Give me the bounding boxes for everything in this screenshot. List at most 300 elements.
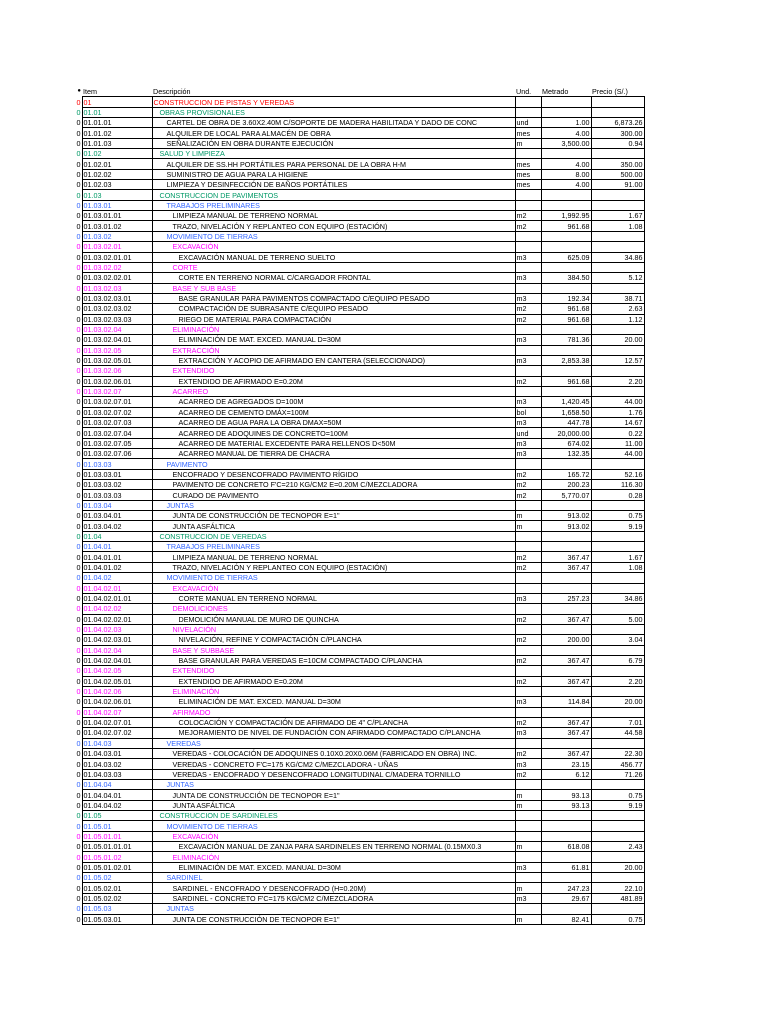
item-precio: 6,873.26 bbox=[591, 118, 644, 128]
item-description: SARDINEL - ENCOFRADO Y DESENCOFRADO (H=0.20M) bbox=[152, 883, 515, 893]
item-metrado bbox=[541, 831, 591, 841]
item-code: 01.05 bbox=[82, 811, 152, 821]
item-metrado: 20,000.00 bbox=[541, 428, 591, 438]
item-metrado bbox=[541, 686, 591, 696]
item-precio bbox=[591, 386, 644, 396]
item-precio: 0.75 bbox=[591, 511, 644, 521]
item-unit bbox=[515, 324, 541, 334]
item-precio bbox=[591, 852, 644, 862]
item-code: 01.04.02.02 bbox=[82, 604, 152, 614]
table-row bbox=[72, 686, 644, 696]
table-row bbox=[72, 738, 644, 748]
item-code: 01.03.02.01 bbox=[82, 242, 152, 252]
item-precio bbox=[591, 583, 644, 593]
item-description: BASE Y SUBBASE bbox=[152, 645, 515, 655]
table-row bbox=[72, 376, 644, 386]
item-precio bbox=[591, 283, 644, 293]
header-description: Descripción bbox=[153, 87, 191, 97]
item-code: 01.03 bbox=[82, 190, 152, 200]
item-unit bbox=[515, 262, 541, 272]
item-code: 01.03.02 bbox=[82, 231, 152, 241]
item-metrado: 367.47 bbox=[541, 676, 591, 686]
row-marker: 0 bbox=[76, 749, 81, 759]
item-metrado bbox=[541, 531, 591, 541]
item-description: AFIRMADO bbox=[152, 707, 515, 717]
row-marker: 0 bbox=[76, 635, 81, 645]
item-precio: 91.00 bbox=[591, 180, 644, 190]
row-marker: 0 bbox=[76, 542, 81, 552]
table-row bbox=[72, 449, 644, 459]
item-unit: m3 bbox=[515, 893, 541, 903]
item-description: CONSTRUCCION DE SARDINELES bbox=[152, 811, 515, 821]
item-unit: m2 bbox=[515, 480, 541, 490]
item-metrado bbox=[541, 97, 591, 107]
item-unit: mes bbox=[515, 180, 541, 190]
table-row bbox=[72, 107, 644, 117]
row-marker: 0 bbox=[76, 821, 81, 831]
row-marker: 0 bbox=[76, 811, 81, 821]
row-marker: 0 bbox=[76, 97, 81, 107]
item-precio: 0.22 bbox=[591, 428, 644, 438]
item-unit: m bbox=[515, 138, 541, 148]
item-unit: m3 bbox=[515, 273, 541, 283]
row-marker: 0 bbox=[76, 531, 81, 541]
item-unit: m2 bbox=[515, 221, 541, 231]
row-marker: 0 bbox=[76, 676, 81, 686]
item-description: ACARREO DE MATERIAL EXCEDENTE PARA RELLENOS D<50M bbox=[152, 438, 515, 448]
item-precio: 5.00 bbox=[591, 614, 644, 624]
item-unit: und bbox=[515, 428, 541, 438]
item-metrado: 6.12 bbox=[541, 769, 591, 779]
item-precio bbox=[591, 231, 644, 241]
item-unit: m2 bbox=[515, 717, 541, 727]
item-unit: m3 bbox=[515, 438, 541, 448]
table-row bbox=[72, 211, 644, 221]
item-code: 01.03.02.03.02 bbox=[82, 304, 152, 314]
row-marker: 0 bbox=[76, 387, 81, 397]
item-unit bbox=[515, 811, 541, 821]
table-row bbox=[72, 231, 644, 241]
item-metrado: 367.47 bbox=[541, 717, 591, 727]
row-marker: 0 bbox=[76, 407, 81, 417]
item-unit: m2 bbox=[515, 562, 541, 572]
item-code: 01.03.02.06.01 bbox=[82, 376, 152, 386]
table-row bbox=[72, 366, 644, 376]
table-row bbox=[72, 345, 644, 355]
item-description: ELIMINACIÓN DE MAT. EXCED. MANUAL D=30M bbox=[152, 697, 515, 707]
item-metrado: 93.13 bbox=[541, 790, 591, 800]
row-marker: 0 bbox=[76, 397, 81, 407]
item-code: 01.03.02.04.01 bbox=[82, 335, 152, 345]
row-marker: 0 bbox=[76, 325, 81, 335]
item-code: 01.04.02.07.02 bbox=[82, 728, 152, 738]
table-row bbox=[72, 873, 644, 883]
item-metrado bbox=[541, 283, 591, 293]
item-code: 01.04.02.05 bbox=[82, 666, 152, 676]
row-marker: 0 bbox=[76, 273, 81, 283]
item-code: 01.04.01 bbox=[82, 542, 152, 552]
item-metrado bbox=[541, 583, 591, 593]
item-precio: 12.57 bbox=[591, 355, 644, 365]
item-description: CONSTRUCCION DE PISTAS Y VEREDAS bbox=[152, 97, 515, 107]
item-description: TRABAJOS PRELIMINARES bbox=[152, 542, 515, 552]
item-precio: 44.00 bbox=[591, 449, 644, 459]
item-metrado: 618.08 bbox=[541, 842, 591, 852]
item-precio bbox=[591, 821, 644, 831]
item-unit bbox=[515, 190, 541, 200]
table-row bbox=[72, 293, 644, 303]
item-metrado: 29.67 bbox=[541, 893, 591, 903]
item-description: COMPACTACIÓN DE SUBRASANTE C/EQUIPO PESADO bbox=[152, 304, 515, 314]
item-description: SARDINEL - CONCRETO F'C=175 KG/CM2 C/MEZCLADORA bbox=[152, 893, 515, 903]
item-description: ACARREO DE CEMENTO DMÁX=100M bbox=[152, 407, 515, 417]
item-unit bbox=[515, 645, 541, 655]
item-description: EXTENDIDO bbox=[152, 666, 515, 676]
item-precio bbox=[591, 873, 644, 883]
item-code: 01.03.02.01.01 bbox=[82, 252, 152, 262]
item-precio bbox=[591, 573, 644, 583]
item-description: VEREDAS - COLOCACIÓN DE ADOQUINES 0.10X0.20X0.06M (FABRICADO EN OBRA) INC. bbox=[152, 749, 515, 759]
item-unit bbox=[515, 852, 541, 862]
item-precio bbox=[591, 604, 644, 614]
row-marker: 0 bbox=[76, 666, 81, 676]
item-precio bbox=[591, 531, 644, 541]
item-description: CONSTRUCCION DE PAVIMENTOS bbox=[152, 190, 515, 200]
item-metrado: 247.23 bbox=[541, 883, 591, 893]
item-code: 01.05.01.01.01 bbox=[82, 842, 152, 852]
item-code: 01.02.03 bbox=[82, 180, 152, 190]
row-marker: 0 bbox=[76, 449, 81, 459]
table-row bbox=[72, 790, 644, 800]
item-code: 01.05.01 bbox=[82, 821, 152, 831]
item-precio bbox=[591, 459, 644, 469]
row-marker: 0 bbox=[76, 780, 81, 790]
item-metrado: 200.00 bbox=[541, 635, 591, 645]
item-precio: 300.00 bbox=[591, 128, 644, 138]
item-description: TRAZO, NIVELACIÓN Y REPLANTEO CON EQUIPO (ESTACIÓN) bbox=[152, 221, 515, 231]
item-precio: 52.16 bbox=[591, 469, 644, 479]
item-description: PAVIMENTO DE CONCRETO F'C=210 KG/CM2 E=0.20M C/MEZCLADORA bbox=[152, 480, 515, 490]
item-precio: 9.19 bbox=[591, 521, 644, 531]
item-metrado: 384.50 bbox=[541, 273, 591, 283]
item-description: CORTE bbox=[152, 262, 515, 272]
item-description: BASE GRANULAR PARA VEREDAS E=10CM COMPACTADO C/PLANCHA bbox=[152, 655, 515, 665]
item-description: COLOCACIÓN Y COMPACTACIÓN DE AFIRMADO DE 4" C/PLANCHA bbox=[152, 717, 515, 727]
item-metrado bbox=[541, 459, 591, 469]
item-code: 01.02.01 bbox=[82, 159, 152, 169]
item-code: 01.04.01.01 bbox=[82, 552, 152, 562]
table-row bbox=[72, 759, 644, 769]
item-metrado: 913.02 bbox=[541, 521, 591, 531]
item-code: 01.04.03.01 bbox=[82, 749, 152, 759]
item-code: 01.03.04 bbox=[82, 500, 152, 510]
row-marker: 0 bbox=[76, 521, 81, 531]
item-precio: 1.76 bbox=[591, 407, 644, 417]
item-code: 01.03.03.02 bbox=[82, 480, 152, 490]
table-row bbox=[72, 335, 644, 345]
item-code: 01.03.02.07 bbox=[82, 386, 152, 396]
table-row bbox=[72, 521, 644, 531]
item-description: DEMOLICIONES bbox=[152, 604, 515, 614]
row-marker: 0 bbox=[76, 366, 81, 376]
row-marker: 0 bbox=[76, 376, 81, 386]
table-row bbox=[72, 707, 644, 717]
item-unit bbox=[515, 231, 541, 241]
item-code: 01.03.04.02 bbox=[82, 521, 152, 531]
table-row bbox=[72, 676, 644, 686]
item-description: SARDINEL bbox=[152, 873, 515, 883]
table-row bbox=[72, 128, 644, 138]
item-precio: 1.12 bbox=[591, 314, 644, 324]
item-metrado: 23.15 bbox=[541, 759, 591, 769]
table-row bbox=[72, 469, 644, 479]
item-description: EXTENDIDO DE AFIRMADO E=0.20M bbox=[152, 676, 515, 686]
item-unit: m2 bbox=[515, 655, 541, 665]
item-description: ELIMINACIÓN bbox=[152, 852, 515, 862]
item-precio bbox=[591, 262, 644, 272]
item-metrado bbox=[541, 666, 591, 676]
item-unit bbox=[515, 386, 541, 396]
table-row bbox=[72, 355, 644, 365]
item-metrado: 200.23 bbox=[541, 480, 591, 490]
item-metrado: 4.00 bbox=[541, 128, 591, 138]
item-metrado bbox=[541, 149, 591, 159]
table-row bbox=[72, 624, 644, 634]
item-code: 01.03.02.03.01 bbox=[82, 293, 152, 303]
item-description: ELIMINACIÓN bbox=[152, 324, 515, 334]
item-code: 01.04.02.06 bbox=[82, 686, 152, 696]
item-code: 01.03.01 bbox=[82, 200, 152, 210]
item-precio: 5.12 bbox=[591, 273, 644, 283]
item-unit: m bbox=[515, 883, 541, 893]
item-unit: mes bbox=[515, 159, 541, 169]
item-precio bbox=[591, 707, 644, 717]
item-description: EXTRACCIÓN Y ACOPIO DE AFIRMADO EN CANTERA (SELECCIONADO) bbox=[152, 355, 515, 365]
item-description: ALQUILER DE LOCAL PARA ALMACÉN DE OBRA bbox=[152, 128, 515, 138]
row-marker: 0 bbox=[76, 252, 81, 262]
table-row bbox=[72, 407, 644, 417]
item-precio: 1.67 bbox=[591, 211, 644, 221]
table-row bbox=[72, 480, 644, 490]
item-code: 01.04.02.01 bbox=[82, 583, 152, 593]
item-unit: m2 bbox=[515, 676, 541, 686]
item-code: 01.03.02.06 bbox=[82, 366, 152, 376]
item-metrado: 367.47 bbox=[541, 655, 591, 665]
item-precio: 500.00 bbox=[591, 169, 644, 179]
item-precio: 1.67 bbox=[591, 552, 644, 562]
row-marker: 0 bbox=[76, 707, 81, 717]
item-precio: 0.94 bbox=[591, 138, 644, 148]
item-description: RIEGO DE MATERIAL PARA COMPACTACIÓN bbox=[152, 314, 515, 324]
item-description: EXCAVACIÓN MANUAL DE TERRENO SUELTO bbox=[152, 252, 515, 262]
item-unit: m bbox=[515, 511, 541, 521]
item-description: JUNTA ASFÁLTICA bbox=[152, 800, 515, 810]
item-metrado: 961.68 bbox=[541, 221, 591, 231]
item-code: 01.04.02.05.01 bbox=[82, 676, 152, 686]
item-code: 01.05.02.01 bbox=[82, 883, 152, 893]
item-unit: m3 bbox=[515, 593, 541, 603]
item-precio: 44.00 bbox=[591, 397, 644, 407]
row-marker: 0 bbox=[76, 428, 81, 438]
item-metrado: 5,770.07 bbox=[541, 490, 591, 500]
row-marker: 0 bbox=[76, 190, 81, 200]
item-code: 01 bbox=[82, 97, 152, 107]
item-description: CORTE EN TERRENO NORMAL C/CARGADOR FRONTAL bbox=[152, 273, 515, 283]
table-row bbox=[72, 97, 644, 107]
table-row bbox=[72, 562, 644, 572]
row-marker: 0 bbox=[76, 159, 81, 169]
row-marker: 0 bbox=[76, 718, 81, 728]
item-unit: m3 bbox=[515, 335, 541, 345]
item-code: 01.03.02.07.03 bbox=[82, 418, 152, 428]
item-description: EXCAVACIÓN bbox=[152, 831, 515, 841]
item-precio: 2.43 bbox=[591, 842, 644, 852]
item-precio: 7.01 bbox=[591, 717, 644, 727]
table-row bbox=[72, 459, 644, 469]
table-row bbox=[72, 821, 644, 831]
item-metrado: 674.02 bbox=[541, 438, 591, 448]
row-marker: 0 bbox=[76, 759, 81, 769]
table-row bbox=[72, 883, 644, 893]
item-precio: 11.00 bbox=[591, 438, 644, 448]
item-code: 01.04.04.01 bbox=[82, 790, 152, 800]
item-description: SEÑALIZACIÓN EN OBRA DURANTE EJECUCIÓN bbox=[152, 138, 515, 148]
item-description: ACARREO DE AGREGADOS D=100M bbox=[152, 397, 515, 407]
item-description: CONSTRUCCION DE VEREDAS bbox=[152, 531, 515, 541]
item-metrado bbox=[541, 542, 591, 552]
budget-sheet bbox=[72, 87, 645, 925]
item-code: 01.04.02.07.01 bbox=[82, 717, 152, 727]
item-description: NIVELACIÓN, REFINE Y COMPACTACIÓN C/PLANCHA bbox=[152, 635, 515, 645]
row-marker: 0 bbox=[76, 200, 81, 210]
row-marker: 0 bbox=[76, 211, 81, 221]
item-code: 01.03.02.07.06 bbox=[82, 449, 152, 459]
header-unit: Und. bbox=[516, 87, 532, 97]
item-metrado bbox=[541, 780, 591, 790]
item-precio bbox=[591, 831, 644, 841]
item-unit: m3 bbox=[515, 293, 541, 303]
item-unit: m bbox=[515, 790, 541, 800]
table-row bbox=[72, 262, 644, 272]
item-code: 01.05.01.02 bbox=[82, 852, 152, 862]
table-row bbox=[72, 914, 644, 924]
row-marker: 0 bbox=[76, 469, 81, 479]
item-code: 01.03.03 bbox=[82, 459, 152, 469]
item-metrado: 257.23 bbox=[541, 593, 591, 603]
row-marker: 0 bbox=[76, 304, 81, 314]
row-marker: 0 bbox=[76, 356, 81, 366]
table-row bbox=[72, 169, 644, 179]
item-code: 01.04.02 bbox=[82, 573, 152, 583]
item-unit: mes bbox=[515, 128, 541, 138]
item-description: ELIMINACIÓN bbox=[152, 686, 515, 696]
item-precio: 6.79 bbox=[591, 655, 644, 665]
item-unit: m bbox=[515, 800, 541, 810]
item-unit bbox=[515, 738, 541, 748]
item-precio: 20.00 bbox=[591, 697, 644, 707]
row-marker: 0 bbox=[76, 180, 81, 190]
item-code: 01.03.02.05.01 bbox=[82, 355, 152, 365]
row-marker: 0 bbox=[76, 438, 81, 448]
item-description: ENCOFRADO Y DESENCOFRADO PAVIMENTO RÍGIDO bbox=[152, 469, 515, 479]
table-row bbox=[72, 655, 644, 665]
header-bullet: ● bbox=[77, 88, 81, 95]
item-code: 01.04 bbox=[82, 531, 152, 541]
item-code: 01.02 bbox=[82, 149, 152, 159]
item-metrado: 8.00 bbox=[541, 169, 591, 179]
item-precio bbox=[591, 780, 644, 790]
row-marker: 0 bbox=[76, 345, 81, 355]
row-marker: 0 bbox=[76, 904, 81, 914]
table-row bbox=[72, 842, 644, 852]
item-description: CARTEL DE OBRA DE 3.60X2.40M C/SOPORTE DE MADERA HABILITADA Y DADO DE CONC bbox=[152, 118, 515, 128]
row-marker: 0 bbox=[76, 862, 81, 872]
item-description: EXCAVACIÓN bbox=[152, 242, 515, 252]
item-description: ACARREO bbox=[152, 386, 515, 396]
row-marker: 0 bbox=[76, 500, 81, 510]
item-precio: 34.86 bbox=[591, 593, 644, 603]
item-unit: m3 bbox=[515, 252, 541, 262]
item-unit: m2 bbox=[515, 314, 541, 324]
item-precio: 14.67 bbox=[591, 418, 644, 428]
item-metrado: 3,500.00 bbox=[541, 138, 591, 148]
item-metrado: 165.72 bbox=[541, 469, 591, 479]
table-row bbox=[72, 252, 644, 262]
item-unit: m2 bbox=[515, 552, 541, 562]
row-marker: 0 bbox=[76, 562, 81, 572]
row-marker: 0 bbox=[76, 852, 81, 862]
row-marker: 0 bbox=[76, 625, 81, 635]
item-metrado: 367.47 bbox=[541, 728, 591, 738]
table-row bbox=[72, 697, 644, 707]
item-description: JUNTA DE CONSTRUCCIÓN DE TECNOPOR E=1" bbox=[152, 511, 515, 521]
table-row bbox=[72, 138, 644, 148]
item-unit: m2 bbox=[515, 769, 541, 779]
item-metrado bbox=[541, 645, 591, 655]
item-unit: m3 bbox=[515, 728, 541, 738]
table-row bbox=[72, 728, 644, 738]
table-row bbox=[72, 542, 644, 552]
row-marker: 0 bbox=[76, 294, 81, 304]
item-precio: 2.63 bbox=[591, 304, 644, 314]
item-description: EXTENDIDO DE AFIRMADO E=0.20M bbox=[152, 376, 515, 386]
item-unit bbox=[515, 904, 541, 914]
row-marker: 0 bbox=[76, 687, 81, 697]
item-precio bbox=[591, 200, 644, 210]
budget-rows bbox=[72, 97, 644, 925]
item-code: 01.01.03 bbox=[82, 138, 152, 148]
item-precio: 0.75 bbox=[591, 790, 644, 800]
header-metrado: Metrado bbox=[542, 87, 569, 97]
row-marker: 0 bbox=[76, 883, 81, 893]
table-row bbox=[72, 511, 644, 521]
item-code: 01.03.02.07.02 bbox=[82, 407, 152, 417]
item-metrado bbox=[541, 324, 591, 334]
item-code: 01.04.02.07 bbox=[82, 707, 152, 717]
item-unit: und bbox=[515, 118, 541, 128]
item-description: VEREDAS - CONCRETO F'C=175 KG/CM2 C/MEZCLADORA - UÑAS bbox=[152, 759, 515, 769]
item-unit: m2 bbox=[515, 749, 541, 759]
table-row bbox=[72, 304, 644, 314]
table-row bbox=[72, 397, 644, 407]
item-unit bbox=[515, 283, 541, 293]
item-description: LIMPIEZA Y DESINFECCIÓN DE BAÑOS PORTÁTILES bbox=[152, 180, 515, 190]
item-metrado bbox=[541, 852, 591, 862]
item-precio bbox=[591, 666, 644, 676]
item-unit: m bbox=[515, 842, 541, 852]
item-unit: m2 bbox=[515, 211, 541, 221]
row-marker: 0 bbox=[76, 573, 81, 583]
